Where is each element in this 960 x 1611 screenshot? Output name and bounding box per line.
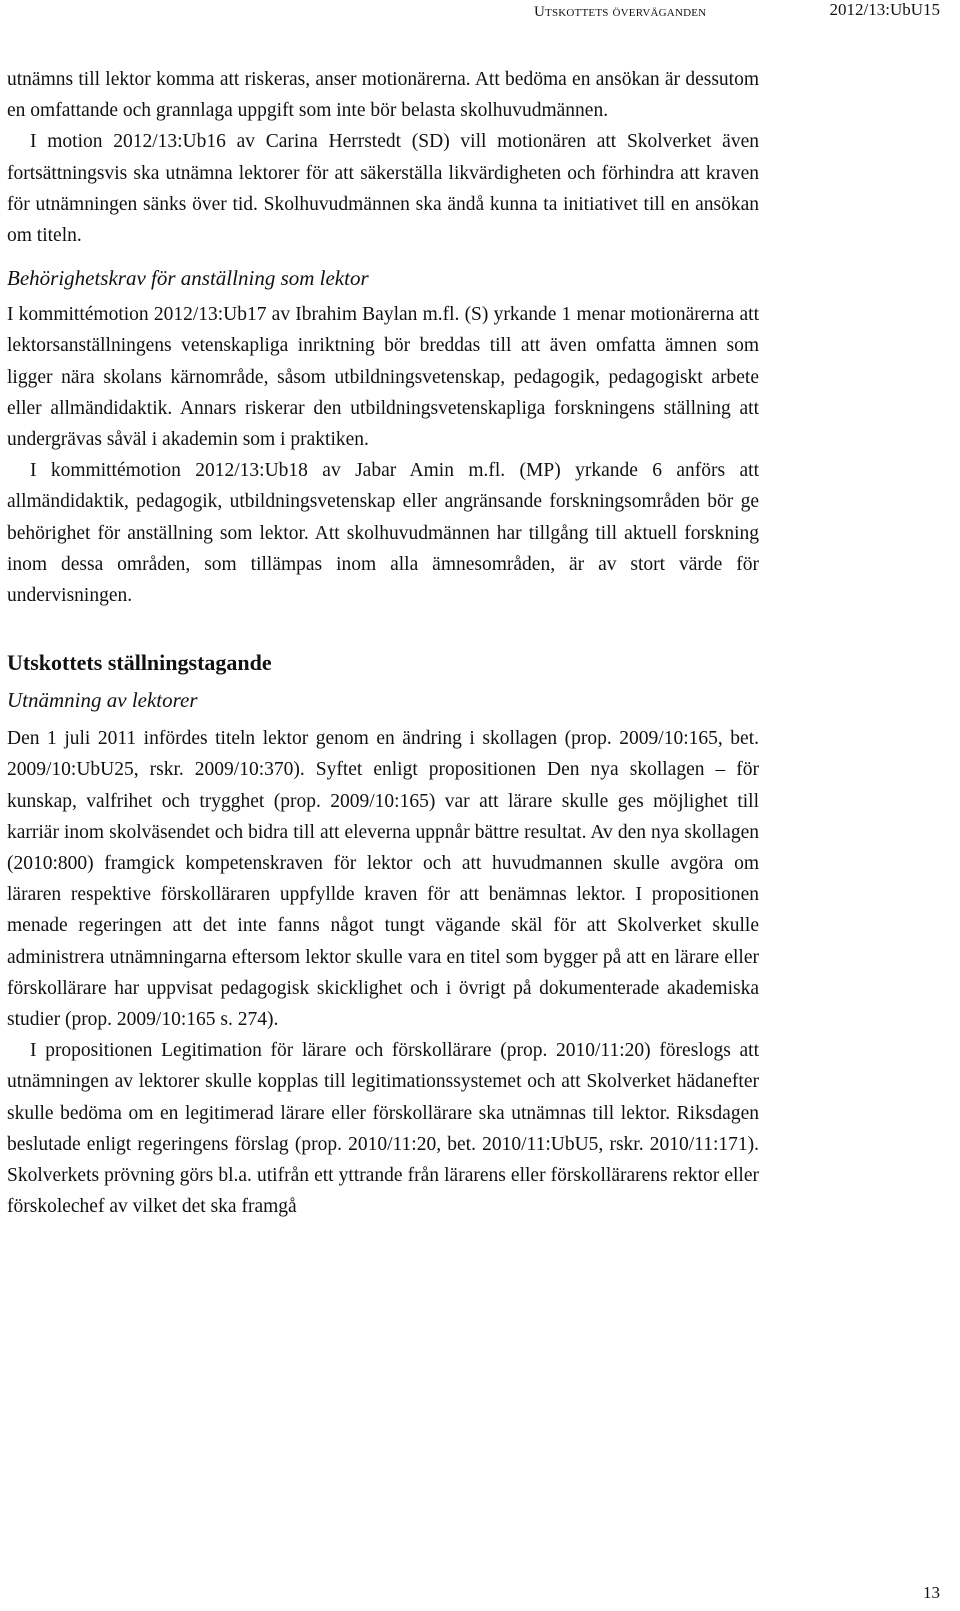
running-header-section: Utskottets överväganden <box>534 4 707 20</box>
paragraph: I kommittémotion 2012/13:Ub18 av Jabar Amin m.fl. (MP) yrkande 6 anförs att allmändidaktik, pedagogik, utbildningsvetenskap eller angränsande forskningsområden bör ge behörighet för anställning som lektor. Att skolhuvudmännen har tillgång till aktuell forskning inom dessa områden, som tillämpas inom alla ämnesområden, är av stort värde för undervisningen. <box>7 460 759 607</box>
paragraph: Den 1 juli 2011 infördes titeln lektor genom en ändring i skollagen (prop. 2009/10:165, bet. 2009/10:UbU25, rskr. 2009/10:370). Syftet enligt propositionen Den nya skollagen – för kunskap, valfrihet och trygghet (prop. 2009/10:165) var att lärare skulle ges möjlighet till karriär inom skolväsendet och bidra till att eleverna uppnår bättre resultat. Av den nya skollagen (2010:800) framgick kompetenskraven för lektor och att huvudmannen skulle avgöra om läraren respektive förskolläraren uppfyllde kraven för att benämnas lektor. I propositionen menade regeringen att det inte fanns något tungt vägande skäl för att Skolverket skulle administrera utnämningarna eftersom lektor skulle vara en titel som bygger på att en lärare eller förskollärare har uppvisat pedagogisk skicklighet och i övrigt på dokumenterade akademiska studier (prop. 2009/10:165 s. 274). <box>7 728 759 1031</box>
running-header-doc-id: 2012/13:UbU15 <box>829 0 940 19</box>
subheading: Behörighetskrav för anställning som lektor <box>7 266 369 291</box>
page-number: 13 <box>923 1583 940 1602</box>
paragraph: I propositionen Legitimation för lärare och förskollärare (prop. 2010/11:20) föreslogs att utnämningen av lektorer skulle kopplas till legitimationssystemet och att Skolverket hädanefter skulle bedöma om en legitimerad lärare eller förskollärare ska utnämnas till lektor. Riksdagen beslutade enligt regeringens förslag (prop. 2010/11:20, bet. 2010/11:UbU5, rskr. 2010/11:171). Skolverkets prövning görs bl.a. utifrån ett yttrande från lärarens eller förskollärarens rektor eller förskolechef av vilket det ska framgå <box>7 1040 759 1218</box>
paragraph: I kommittémotion 2012/13:Ub17 av Ibrahim Baylan m.fl. (S) yrkande 1 menar motionärerna att lektorsanställningens vetenskapliga inriktning bör breddas till att även omfatta ämnen som ligger nära skolans kärnområde, såsom utbildningsvetenskap, pedagogik, pedagogiskt arbete eller allmändidaktik. Annars riskerar den utbildningsvetenskapliga forskningens ställning att undergrävas såväl i akademin som i praktiken. <box>7 304 759 451</box>
subheading: Utnämning av lektorer <box>7 688 198 713</box>
paragraph: utnämns till lektor komma att riskeras, anser motionärerna. Att bedöma en ansökan är dessutom en omfattande och grannlaga uppgift som inte bör belasta skolhuvudmännen. <box>7 69 759 122</box>
section-heading: Utskottets ställningstagande <box>7 650 272 676</box>
paragraph: I motion 2012/13:Ub16 av Carina Herrstedt (SD) vill motionären att Skolverket även fortsättningsvis ska utnämna lektorer för att säkerställa likvärdigheten och förhindra att kraven för utnämningen sänks över tid. Skolhuvudmännen ska ändå kunna ta initiativet till en ansökan om titeln. <box>7 131 759 247</box>
page-body <box>7 64 759 1223</box>
